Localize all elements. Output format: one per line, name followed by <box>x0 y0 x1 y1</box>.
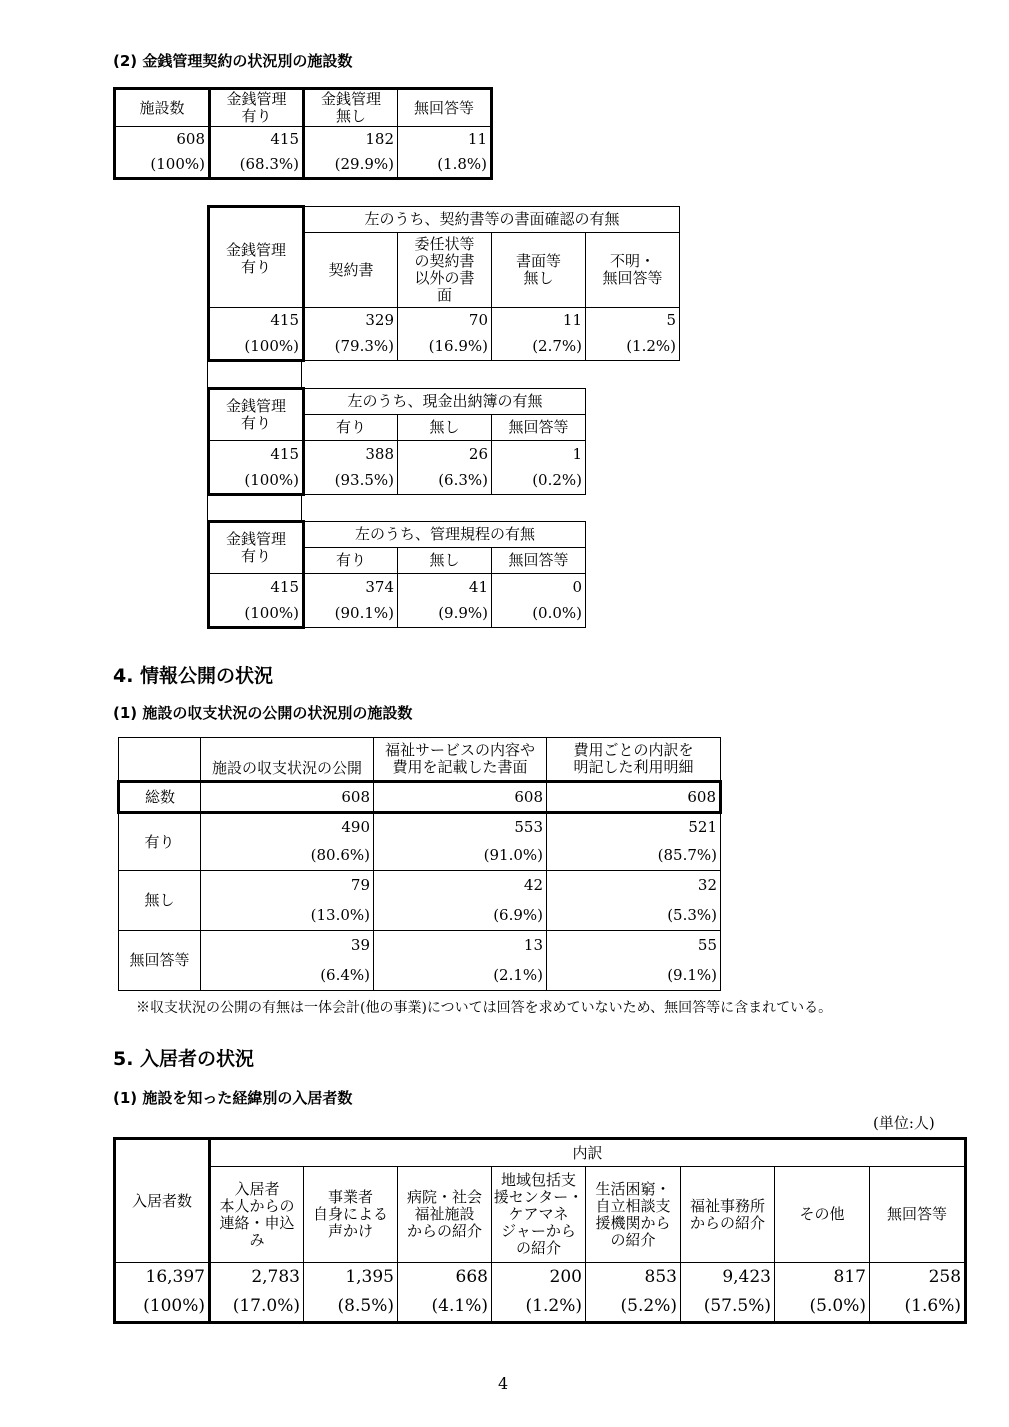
header-cell: 無回答等 <box>492 548 586 574</box>
percent-cell: (80.6%) <box>201 842 374 871</box>
percent-cell: (0.2%) <box>492 468 586 495</box>
percent-cell: (16.9%) <box>398 334 492 361</box>
percent-cell: (100%) <box>115 153 210 179</box>
header-cell: その他 <box>775 1167 870 1263</box>
percent-cell: (79.3%) <box>304 334 398 361</box>
header-cell: 金銭管理 無し <box>304 89 398 127</box>
header-cell: 有り <box>304 415 398 441</box>
group-header: 左のうち、管理規程の有無 <box>304 522 586 548</box>
percent-cell: (29.9%) <box>304 153 398 179</box>
percent-cell: (4.1%) <box>398 1293 492 1323</box>
connector-line <box>301 362 302 387</box>
value-cell: 1,395 <box>304 1263 398 1293</box>
section-2-heading: (2) 金銭管理契約の状況別の施設数 <box>113 52 353 70</box>
value-cell: 11 <box>492 308 586 334</box>
header-cell: 無回答等 <box>398 89 492 127</box>
value-cell: 521 <box>547 813 721 842</box>
section-4-heading: (1) 施設の収支状況の公開の状況別の施設数 <box>113 704 413 722</box>
value-cell: 415 <box>209 441 304 468</box>
value-cell: 26 <box>398 441 492 468</box>
value-cell: 55 <box>547 931 721 961</box>
value-cell: 608 <box>201 782 374 813</box>
value-cell: 415 <box>209 308 304 334</box>
percent-cell: (2.7%) <box>492 334 586 361</box>
percent-cell: (100%) <box>209 334 304 361</box>
percent-cell: (100%) <box>209 468 304 495</box>
value-cell: 9,423 <box>681 1263 775 1293</box>
value-cell: 853 <box>586 1263 681 1293</box>
percent-cell: (9.1%) <box>547 961 721 991</box>
header-cell: 不明・ 無回答等 <box>586 233 680 308</box>
percent-cell: (68.3%) <box>210 153 304 179</box>
footnote: ※収支状況の公開の有無は一体会計(他の事業)については回答を求めていないため、無回答等に含まれている。 <box>136 1000 833 1016</box>
value-cell: 16,397 <box>115 1263 210 1293</box>
document-confirmation-table <box>207 205 680 362</box>
value-cell: 32 <box>547 871 721 901</box>
left-header: 金銭管理 有り <box>209 522 304 574</box>
header-cell: 無回答等 <box>870 1167 966 1263</box>
percent-cell: (13.0%) <box>201 901 374 931</box>
percent-cell: (5.3%) <box>547 901 721 931</box>
value-cell: 553 <box>374 813 547 842</box>
value-cell: 70 <box>398 308 492 334</box>
percent-cell: (6.4%) <box>201 961 374 991</box>
header-cell: 病院・社会 福祉施設 からの紹介 <box>398 1167 492 1263</box>
value-cell: 329 <box>304 308 398 334</box>
value-cell: 415 <box>209 574 304 601</box>
section-4-title: 4. 情報公開の状況 <box>113 665 274 687</box>
percent-cell: (1.8%) <box>398 153 492 179</box>
connector-line <box>207 362 208 387</box>
header-cell: 地域包括支 援センター・ ケアマネ ジャーから の紹介 <box>492 1167 586 1263</box>
percent-cell: (6.9%) <box>374 901 547 931</box>
header-cell: 書面等 無し <box>492 233 586 308</box>
header-cell: 金銭管理 有り <box>210 89 304 127</box>
percent-cell: (5.2%) <box>586 1293 681 1323</box>
header-cell: 無し <box>398 548 492 574</box>
value-cell: 1 <box>492 441 586 468</box>
percent-cell: (9.9%) <box>398 601 492 628</box>
value-cell: 817 <box>775 1263 870 1293</box>
percent-cell: (0.0%) <box>492 601 586 628</box>
left-header: 金銭管理 有り <box>209 207 304 308</box>
percent-cell: (6.3%) <box>398 468 492 495</box>
value-cell: 415 <box>210 127 304 153</box>
group-header: 左のうち、契約書等の書面確認の有無 <box>304 207 680 233</box>
value-cell: 2,783 <box>210 1263 304 1293</box>
corner-cell <box>119 738 201 782</box>
value-cell: 374 <box>304 574 398 601</box>
percent-cell: (17.0%) <box>210 1293 304 1323</box>
percent-cell: (85.7%) <box>547 842 721 871</box>
value-cell: 200 <box>492 1263 586 1293</box>
value-cell: 608 <box>547 782 721 813</box>
header-cell: 入居者 本人からの 連絡・申込 み <box>210 1167 304 1263</box>
row-label: 有り <box>119 813 201 871</box>
page-number: 4 <box>498 1374 509 1393</box>
percent-cell: (1.6%) <box>870 1293 966 1323</box>
header-cell: 福祉事務所 からの紹介 <box>681 1167 775 1263</box>
row-label: 総数 <box>119 782 201 813</box>
cash-book-table <box>207 387 586 496</box>
group-header: 左のうち、現金出納簿の有無 <box>304 389 586 415</box>
percent-cell: (2.1%) <box>374 961 547 991</box>
value-cell: 11 <box>398 127 492 153</box>
percent-cell: (100%) <box>115 1293 210 1323</box>
header-cell: 福祉サービスの内容や 費用を記載した書面 <box>374 738 547 782</box>
header-cell: 無し <box>398 415 492 441</box>
percent-cell: (90.1%) <box>304 601 398 628</box>
header-cell: 生活困窮・ 自立相談支 援機関から の紹介 <box>586 1167 681 1263</box>
disclosure-table <box>117 737 722 991</box>
value-cell: 668 <box>398 1263 492 1293</box>
value-cell: 39 <box>201 931 374 961</box>
connector-line <box>207 494 208 520</box>
value-cell: 182 <box>304 127 398 153</box>
value-cell: 42 <box>374 871 547 901</box>
percent-cell: (100%) <box>209 601 304 628</box>
facility-count-table <box>113 87 493 180</box>
header-cell: 施設数 <box>115 89 210 127</box>
value-cell: 608 <box>115 127 210 153</box>
connector-line <box>301 494 302 520</box>
header-cell: 有り <box>304 548 398 574</box>
header-cell: 事業者 自身による 声かけ <box>304 1167 398 1263</box>
percent-cell: (57.5%) <box>681 1293 775 1323</box>
value-cell: 79 <box>201 871 374 901</box>
header-cell: 契約書 <box>304 233 398 308</box>
header-cell: 費用ごとの内訳を 明記した利用明細 <box>547 738 721 782</box>
section-5-heading: (1) 施設を知った経緯別の入居者数 <box>113 1089 353 1107</box>
row-label: 無し <box>119 871 201 931</box>
value-cell: 13 <box>374 931 547 961</box>
percent-cell: (1.2%) <box>492 1293 586 1323</box>
value-cell: 490 <box>201 813 374 842</box>
management-rules-table <box>207 520 586 629</box>
percent-cell: (8.5%) <box>304 1293 398 1323</box>
section-5-title: 5. 入居者の状況 <box>113 1048 255 1070</box>
value-cell: 608 <box>374 782 547 813</box>
residents-table <box>113 1137 967 1324</box>
percent-cell: (91.0%) <box>374 842 547 871</box>
value-cell: 258 <box>870 1263 966 1293</box>
percent-cell: (1.2%) <box>586 334 680 361</box>
group-header: 内訳 <box>210 1139 966 1167</box>
left-header: 金銭管理 有り <box>209 389 304 441</box>
value-cell: 41 <box>398 574 492 601</box>
value-cell: 388 <box>304 441 398 468</box>
percent-cell: (93.5%) <box>304 468 398 495</box>
percent-cell: (5.0%) <box>775 1293 870 1323</box>
unit-label: (単位:人) <box>873 1114 935 1132</box>
row-label: 無回答等 <box>119 931 201 991</box>
value-cell: 5 <box>586 308 680 334</box>
header-cell: 無回答等 <box>492 415 586 441</box>
left-header: 入居者数 <box>115 1139 210 1263</box>
header-cell: 施設の収支状況の公開 <box>201 738 374 782</box>
header-cell: 委任状等 の契約書 以外の書 面 <box>398 233 492 308</box>
value-cell: 0 <box>492 574 586 601</box>
